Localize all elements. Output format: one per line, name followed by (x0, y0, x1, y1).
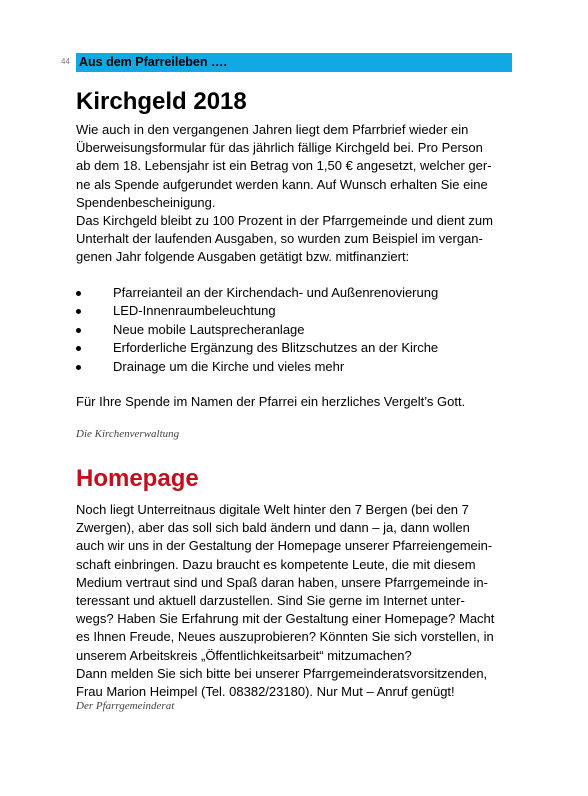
text-line: wegs? Haben Sie Erfahrung mit der Gestaltung einer Homepage? Macht (76, 611, 495, 627)
text-line: Zwergen), aber das soll sich bald ändern und dann – ja, dann wollen (76, 520, 470, 536)
homepage-body (76, 501, 516, 701)
kirchgeld-intro (76, 121, 516, 267)
text-line: Das Kirchgeld bleibt zu 100 Prozent in der Pfarrgemeinde und dient zum (76, 212, 493, 228)
kirchgeld-title: Kirchgeld 2018 (76, 88, 247, 115)
text-line: Frau Marion Heimpel (Tel. 08382/23180). Nur Mut – Anruf genügt! (76, 683, 455, 699)
text-line: unserem Arbeitskreis „Öffentlichkeitsarbeit“ mitzumachen? (76, 647, 412, 663)
list-item-text: Neue mobile Lautsprecheranlage (113, 321, 305, 337)
list-item-text: LED-Innenraumbeleuchtung (113, 303, 276, 319)
text-line: ab dem 18. Lebensjahr ist ein Betrag von 1,50 € angesetzt, welcher ger- (76, 158, 492, 174)
text-line: Wie auch in den vergangenen Jahren liegt dem Pfarrbrief wieder ein (76, 122, 469, 137)
section-header-bar (76, 53, 512, 72)
text-line: Noch liegt Unterreitnaus digitale Welt hinter den 7 Bergen (bei den 7 (76, 502, 469, 517)
kirchgeld-thanks (76, 393, 516, 411)
text-line: Medium vertraut sind und Spaß daran haben, unsere Pfarrgemeinde in- (76, 574, 488, 590)
text-line: es Ihnen Freude, Neues auszuprobieren? Könnten Sie sich vorstellen, in (76, 629, 494, 645)
text-line: schaft einbringen. Dazu braucht es kompetente Leute, die mit diesem (76, 556, 476, 572)
text-line: Überweisungsformular für das jährlich fällige Kirchgeld bei. Pro Person (76, 140, 483, 156)
bullet-icon (76, 346, 81, 351)
homepage-title: Homepage (76, 465, 199, 492)
thanks-text: Für Ihre Spende im Namen der Pfarrei ein herzliches Vergelt’s Gott. (76, 394, 466, 409)
text-line: Dann melden Sie sich bitte bei unserer Pfarrgemeinderatsvorsitzenden, (76, 665, 488, 681)
list-item-text: Erforderliche Ergänzung des Blitzschutzes an der Kirche (113, 340, 439, 356)
text-line: auch wir uns in der Gestaltung der Homepage unserer Pfarreiengemein- (76, 538, 493, 554)
bullet-icon (76, 365, 81, 370)
list-item-text: Drainage um die Kirche und vieles mehr (113, 358, 345, 374)
text-line: Spendenbescheinigung. (76, 194, 216, 210)
kirchenverwaltung-signature: Die Kirchenverwaltung (76, 428, 180, 440)
page-number: 44 (61, 57, 70, 66)
bullet-icon (76, 309, 81, 314)
section-header-text: Aus dem Pfarreileben …. (79, 55, 227, 69)
text-line: ne als Spende aufgerundet werden kann. Auf Wunsch erhalten Sie eine (76, 176, 488, 192)
bullet-icon (76, 328, 81, 333)
list-item-text: Pfarreianteil an der Kirchendach- und Außenrenovierung (113, 285, 439, 300)
text-line: Unterhalt der laufenden Ausgaben, so wurden zum Beispiel im vergan- (76, 231, 483, 247)
bullet-icon (76, 291, 81, 296)
text-line: teressant und aktuell darzustellen. Sind Sie gerne im Internet unter- (76, 592, 465, 608)
pfarrgemeinderat-signature: Der Pfarrgemeinderat (76, 700, 175, 712)
text-line: genen Jahr folgende Ausgaben getätigt bzw. mitfinanziert: (76, 249, 410, 265)
